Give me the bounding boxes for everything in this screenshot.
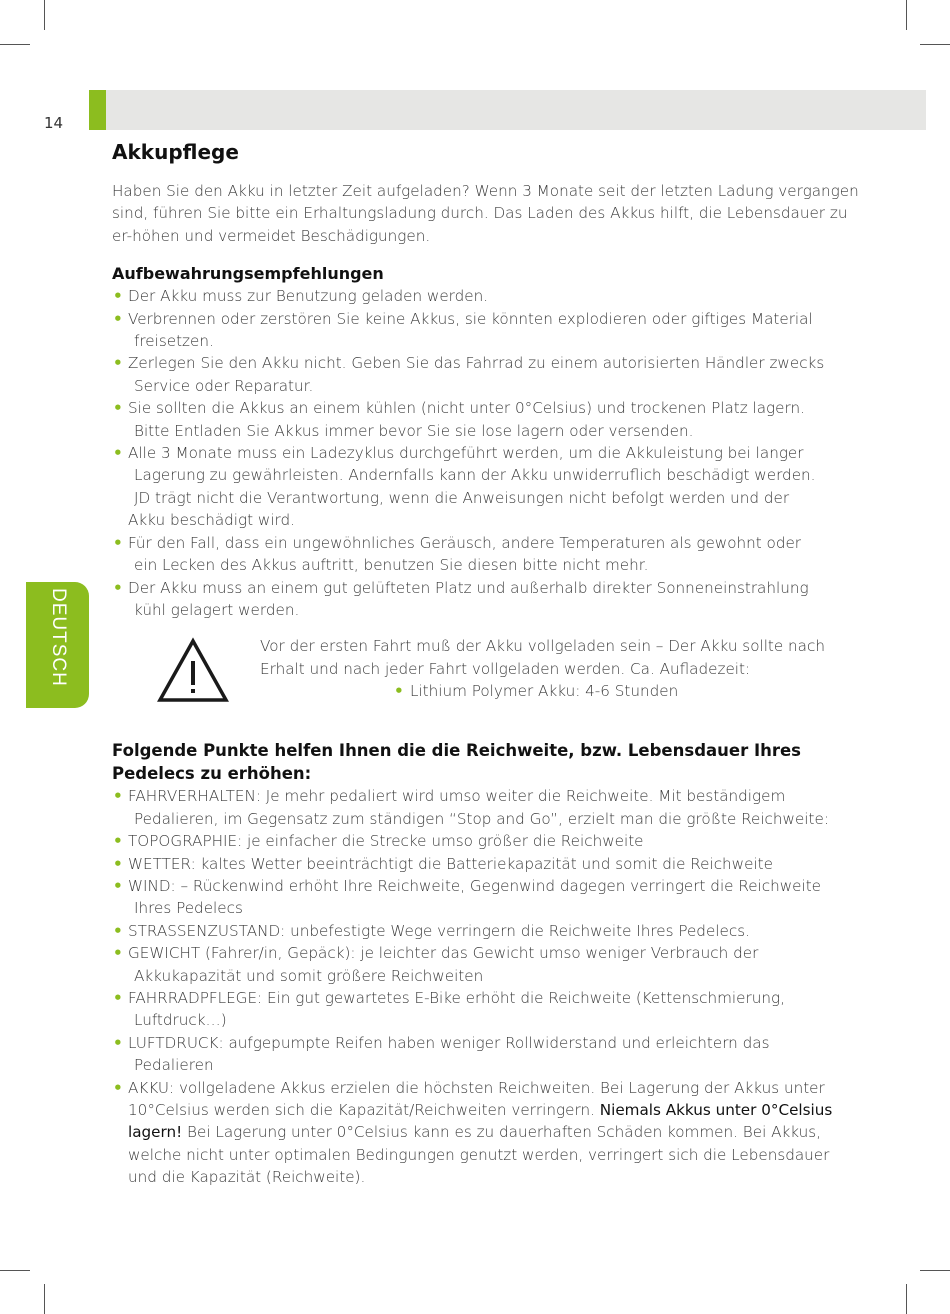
crop-mark xyxy=(0,44,30,45)
list-item xyxy=(112,442,872,532)
list-item-text: Lagerung zu gewährleisten. Andernfalls kann der Akku unwiderruflich beschädigt werden. xyxy=(134,466,816,485)
range-heading-line: Folgende Punkte helfen Ihnen die die Reichweite, bzw. Lebensdauer Ihres xyxy=(112,741,801,761)
list-item-text: Verbrennen oder zerstören Sie keine Akkus, sie könnten explodieren oder giftiges Material xyxy=(128,309,813,328)
list-item-text: Sie sollten die Akkus an einem kühlen (nicht unter 0°Celsius) und trockenen Platz lagern. xyxy=(128,399,805,418)
list-item xyxy=(112,397,872,442)
list-item-text: freisetzen. xyxy=(134,332,214,351)
warning-bullet: • Lithium Polymer Akku: 4-6 Stunden xyxy=(260,680,860,702)
intro-paragraph: Haben Sie den Akku in letzter Zeit aufgeladen? Wenn 3 Monate seit der letzten Ladung vergangen sind, führen Sie bitte ein Erhaltungsladung durch. Das Laden des Akkus hilft, die Lebensdauer zu er-höhen und vermeidet Beschädigungen. xyxy=(112,182,859,245)
crop-mark xyxy=(920,44,950,45)
warning-text xyxy=(260,635,860,702)
list-item-text: Akku beschädigt wird. xyxy=(128,511,295,530)
list-item xyxy=(112,308,872,353)
list-item-text: Service oder Reparatur. xyxy=(134,376,314,395)
list-item-text: JD trägt nicht die Verantwortung, wenn die Anweisungen nicht befolgt werden und der xyxy=(134,488,790,507)
list-item-text: Ihres Pedelecs xyxy=(134,899,243,918)
list-item-text: Der Akku muss zur Benutzung geladen werden. xyxy=(128,287,489,306)
warning-triangle-icon xyxy=(157,637,229,703)
list-item-text: Bitte Entladen Sie Akkus immer bevor Sie sie lose lagern oder versenden. xyxy=(134,421,694,440)
list-item-text: Zerlegen Sie den Akku nicht. Geben Sie das Fahrrad zu einem autorisierten Händler zwecks xyxy=(128,354,825,373)
bold-warning-text: Niemals Akkus unter 0°Celsius xyxy=(599,1101,833,1119)
list-item-text: Pedalieren xyxy=(134,1056,214,1075)
list-item-text: LUFTDRUCK: aufgepumpte Reifen haben weniger Rollwiderstand und erleichtern das xyxy=(128,1033,770,1052)
list-item-text: FAHRVERHALTEN: Je mehr pedaliert wird umso weiter die Reichweite. Mit beständigem xyxy=(128,787,786,806)
list-item xyxy=(112,987,872,1032)
list-item-text: Für den Fall, dass ein ungewöhnliches Geräusch, andere Temperaturen als gewohnt oder xyxy=(128,533,802,552)
warning-box xyxy=(112,629,872,729)
list-item xyxy=(112,285,872,307)
list-item-text: Luftdruck…) xyxy=(134,1011,227,1030)
crop-mark xyxy=(44,1284,45,1314)
list-item-akku xyxy=(112,1077,872,1189)
range-heading-line: Pedelecs zu erhöhen: xyxy=(112,764,312,784)
list-item xyxy=(112,853,872,875)
page-number: 14 xyxy=(44,114,64,132)
range-list xyxy=(112,785,872,1188)
list-item xyxy=(112,532,872,577)
list-item xyxy=(112,830,872,852)
list-item xyxy=(112,920,872,942)
list-item xyxy=(112,942,872,987)
page-content xyxy=(112,138,872,1189)
list-item-text: ein Lecken des Akkus auftritt, benutzen Sie diesen bitte nicht mehr. xyxy=(134,556,649,575)
list-item-text: Der Akku muss an einem gut gelüfteten Platz und außerhalb direkter Sonneneinstrahlung xyxy=(128,578,809,597)
warning-line: Vor der ersten Fahrt muß der Akku vollgeladen sein – Der Akku sollte nach xyxy=(260,637,825,656)
list-item-text: STRASSENZUSTAND: unbefestigte Wege verringern die Reichweite Ihres Pedelecs. xyxy=(128,921,750,940)
crop-mark xyxy=(0,1270,30,1271)
storage-heading: Aufbewahrungsempfehlungen xyxy=(112,264,384,284)
list-item-text: GEWICHT (Fahrer/in, Gepäck): je leichter das Gewicht umso weniger Verbrauch der xyxy=(128,944,759,963)
list-item xyxy=(112,875,872,920)
list-item-text: TOPOGRAPHIE: je einfacher die Strecke umso größer die Reichweite xyxy=(128,832,644,851)
list-item-text: und die Kapazität (Reichweite). xyxy=(128,1168,366,1187)
list-item-text: Bei Lagerung unter 0°Celsius kann es zu dauerhaften Schäden kommen. Bei Akkus, xyxy=(182,1123,821,1142)
crop-mark xyxy=(906,1284,907,1314)
list-item xyxy=(112,577,872,622)
crop-mark xyxy=(920,1270,950,1271)
warning-line: Erhalt und nach jeder Fahrt vollgeladen werden. Ca. Aufladezeit: xyxy=(260,659,751,678)
list-item-text: WETTER: kaltes Wetter beeinträchtigt die Batteriekapazität und somit die Reichweite xyxy=(128,854,773,873)
side-tab-label: DEUTSCH xyxy=(48,588,69,687)
list-item-text: kühl gelagert werden. xyxy=(134,600,300,619)
list-item-text: 10°Celsius werden sich die Kapazität/Reichweiten verringern. xyxy=(128,1101,600,1119)
header-accent xyxy=(89,90,106,130)
header-bar xyxy=(106,90,926,130)
crop-mark xyxy=(906,0,907,30)
list-item xyxy=(112,352,872,397)
page-title: Akkupflege xyxy=(112,140,239,164)
bold-warning-text: lagern! xyxy=(128,1123,183,1142)
list-item xyxy=(112,785,872,830)
list-item-text: welche nicht unter optimalen Bedingungen genutzt werden, verringert sich die Lebensdauer xyxy=(128,1145,830,1164)
storage-list xyxy=(112,285,872,621)
range-heading xyxy=(112,739,872,785)
list-item-text: FAHRRADPFLEGE: Ein gut gewartetes E-Bike erhöht die Reichweite (Kettenschmierung, xyxy=(128,988,785,1007)
list-item-text: Alle 3 Monate muss ein Ladezyklus durchgeführt werden, um die Akkuleistung bei langer xyxy=(128,444,804,463)
crop-mark xyxy=(44,0,45,30)
list-item xyxy=(112,1032,872,1077)
list-item-text: WIND: – Rückenwind erhöht Ihre Reichweite, Gegenwind dagegen verringert die Reichweite xyxy=(128,876,822,895)
list-item-text: • AKKU: vollgeladene Akkus erzielen die höchsten Reichweiten. Bei Lagerung der Akkus unter xyxy=(128,1078,825,1097)
list-item-text: Pedalieren, im Gegensatz zum ständigen “Stop and Go”, erzielt man die größte Reichweite: xyxy=(134,809,829,828)
list-item-text: Akkukapazität und somit größere Reichweiten xyxy=(134,966,484,985)
